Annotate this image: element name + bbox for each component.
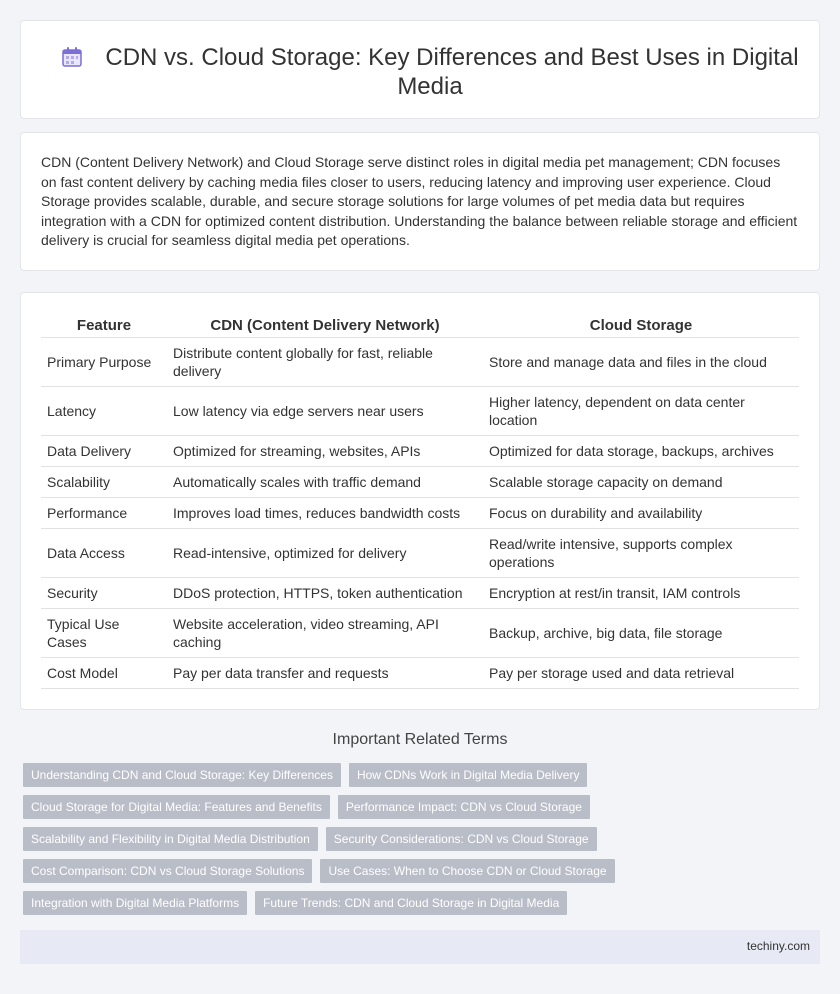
- related-term-link[interactable]: How CDNs Work in Digital Media Delivery: [349, 763, 588, 787]
- header-card: [20, 20, 820, 119]
- cell-feature: Security: [41, 577, 167, 608]
- cell-cdn: Automatically scales with traffic demand: [167, 466, 483, 497]
- table-row: [41, 577, 799, 608]
- footer: [20, 930, 820, 964]
- cell-cdn: Optimized for streaming, websites, APIs: [167, 435, 483, 466]
- related-term-link[interactable]: Integration with Digital Media Platforms: [23, 891, 247, 915]
- related-terms-list: [23, 763, 813, 923]
- related-term-link[interactable]: Scalability and Flexibility in Digital Media Distribution: [23, 827, 318, 851]
- intro-paragraph: CDN (Content Delivery Network) and Cloud Storage serve distinct roles in digital media pet management; CDN focuses on fast content delivery by caching media files closer to users, reducing latency and improving user experience. Cloud Storage provides scalable, durable, and secure storage solutions for large volumes of pet media data but requires integration with a CDN for optimized content distribution. Understanding the balance between reliable storage and efficient delivery is crucial for seamless digital media pet operations.: [41, 154, 798, 248]
- related-term-link[interactable]: Use Cases: When to Choose CDN or Cloud Storage: [320, 859, 614, 883]
- cell-storage: Encryption at rest/in transit, IAM controls: [483, 577, 799, 608]
- cell-storage: Backup, archive, big data, file storage: [483, 608, 799, 657]
- table-header-row: [41, 313, 799, 337]
- related-term-link[interactable]: Cloud Storage for Digital Media: Features and Benefits: [23, 795, 330, 819]
- table-row: [41, 435, 799, 466]
- cell-feature: Scalability: [41, 466, 167, 497]
- related-term-link[interactable]: Cost Comparison: CDN vs Cloud Storage Solutions: [23, 859, 312, 883]
- footer-site-link[interactable]: techiny.com: [746, 939, 810, 953]
- cell-cdn: Low latency via edge servers near users: [167, 386, 483, 435]
- comparison-card: [20, 292, 820, 710]
- cell-feature: Typical Use Cases: [41, 608, 167, 657]
- header: [61, 43, 799, 101]
- table-row: [41, 386, 799, 435]
- cell-cdn: Pay per data transfer and requests: [167, 657, 483, 688]
- cell-cdn: DDoS protection, HTTPS, token authentication: [167, 577, 483, 608]
- header-feature: Feature: [41, 313, 167, 337]
- cell-storage: Pay per storage used and data retrieval: [483, 657, 799, 688]
- table-row: [41, 497, 799, 528]
- table-row: [41, 337, 799, 386]
- term-row: [23, 827, 813, 851]
- page-title: [61, 43, 799, 101]
- term-row: [23, 859, 813, 883]
- cell-cdn: Improves load times, reduces bandwidth costs: [167, 497, 483, 528]
- cell-storage: Scalable storage capacity on demand: [483, 466, 799, 497]
- cell-feature: Cost Model: [41, 657, 167, 688]
- related-term-link[interactable]: Understanding CDN and Cloud Storage: Key Differences: [23, 763, 341, 787]
- comparison-table: [41, 313, 799, 689]
- cell-cdn: Website acceleration, video streaming, API caching: [167, 608, 483, 657]
- related-term-link[interactable]: Security Considerations: CDN vs Cloud Storage: [326, 827, 597, 851]
- cell-feature: Data Access: [41, 528, 167, 577]
- cell-storage: Focus on durability and availability: [483, 497, 799, 528]
- term-row: [23, 891, 813, 915]
- cell-storage: Read/write intensive, supports complex operations: [483, 528, 799, 577]
- cell-cdn: Read-intensive, optimized for delivery: [167, 528, 483, 577]
- related-term-link[interactable]: Future Trends: CDN and Cloud Storage in Digital Media: [255, 891, 567, 915]
- cell-storage: Higher latency, dependent on data center location: [483, 386, 799, 435]
- cell-storage: Optimized for data storage, backups, archives: [483, 435, 799, 466]
- related-terms-title: Important Related Terms: [332, 731, 508, 748]
- table-row: [41, 466, 799, 497]
- cell-feature: Latency: [41, 386, 167, 435]
- header-cloud-storage: Cloud Storage: [483, 313, 799, 337]
- cell-cdn: Distribute content globally for fast, reliable delivery: [167, 337, 483, 386]
- page-title-text: CDN vs. Cloud Storage: Key Differences and Best Uses in Digital Media: [105, 44, 799, 100]
- intro-card: [20, 132, 820, 271]
- term-row: [23, 763, 813, 787]
- term-row: [23, 795, 813, 819]
- header-cdn: CDN (Content Delivery Network): [167, 313, 483, 337]
- cell-feature: Data Delivery: [41, 435, 167, 466]
- table-row: [41, 608, 799, 657]
- related-term-link[interactable]: Performance Impact: CDN vs Cloud Storage: [338, 795, 590, 819]
- cell-feature: Performance: [41, 497, 167, 528]
- cell-storage: Store and manage data and files in the cloud: [483, 337, 799, 386]
- cell-feature: Primary Purpose: [41, 337, 167, 386]
- calendar-icon: [61, 46, 83, 68]
- table-row: [41, 657, 799, 688]
- table-row: [41, 528, 799, 577]
